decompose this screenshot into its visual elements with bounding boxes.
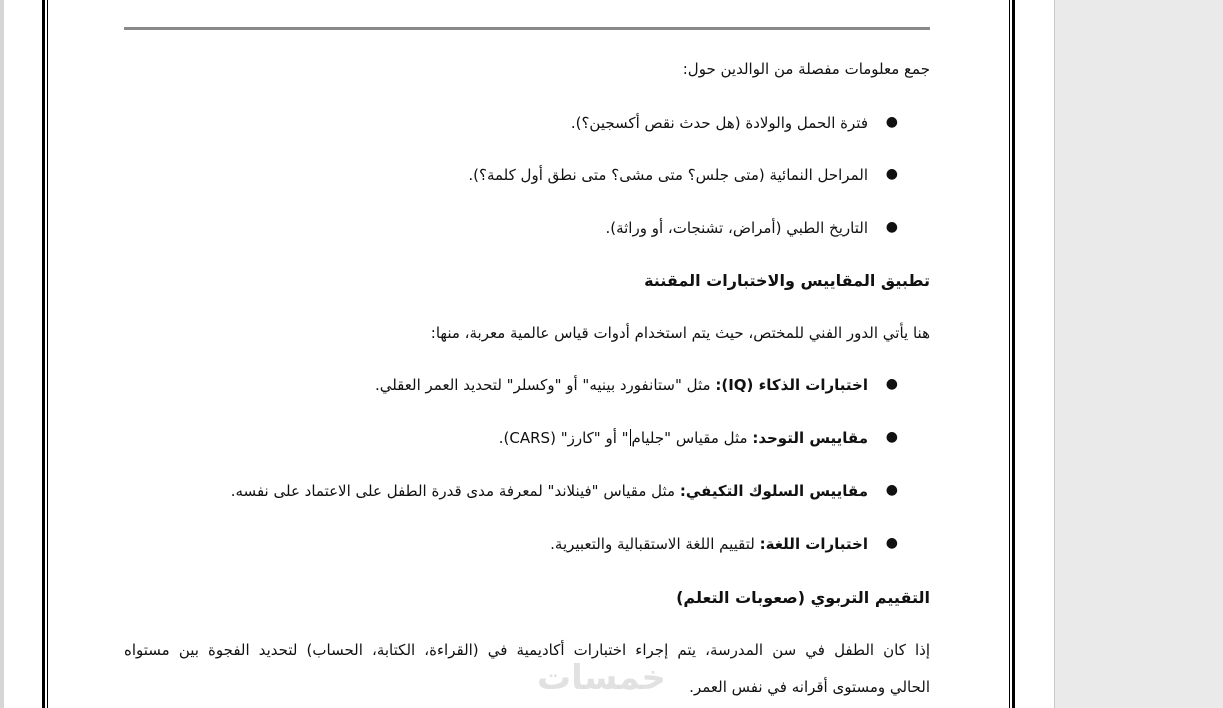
horizontal-rule xyxy=(124,27,930,30)
list-item-text: فترة الحمل والولادة (هل حدث نقص أكسجين؟). xyxy=(570,114,868,132)
page-border-left xyxy=(42,0,45,708)
list-item-text: المراحل النمائية (متى جلس؟ متى مشى؟ متى نطق أول كلمة؟). xyxy=(468,166,868,184)
list-item-text: التاريخ الطبي (أمراض، تشنجات، أو وراثة). xyxy=(605,219,868,237)
tests-intro-line[interactable]: هنا يأتي الدور الفني للمختص، حيث يتم استخدام أدوات قياس عالمية معربة، منها: xyxy=(430,324,930,342)
page-border-right xyxy=(1012,0,1015,708)
education-paragraph-line[interactable]: إذا كان الطفل في سن المدرسة، يتم إجراء اختبارات أكاديمية في (القراءة، الكتابة، الحساب) لتحديد الفجوة بين مستواه xyxy=(124,641,930,659)
intro-line[interactable]: جمع معلومات مفصلة من الوالدين حول: xyxy=(682,60,930,78)
text-cursor xyxy=(630,429,631,446)
section-heading-education[interactable]: التقييم التربوي (صعوبات التعلم) xyxy=(676,588,930,607)
page-border-left-inner xyxy=(47,0,48,708)
bullet-icon: ● xyxy=(885,429,898,445)
watermark-logo: خمسات xyxy=(537,658,666,698)
list-item-body-rest: " أو "كارز" (CARS). xyxy=(498,429,629,447)
list-item-text xyxy=(499,429,868,447)
bullet-icon: ● xyxy=(885,219,898,235)
bullet-icon: ● xyxy=(885,376,898,392)
page-border-right-inner xyxy=(1009,0,1010,708)
list-item-body: مثل مقياس "جليام xyxy=(631,429,753,447)
list-item-body: مثل مقياس "فينلاند" لمعرفة مدى قدرة الطفل على الاعتماد على نفسه. xyxy=(230,482,680,500)
list-item-body: لتقييم اللغة الاستقبالية والتعبيرية. xyxy=(550,535,760,553)
list-item-label: مقاييس التوحد: xyxy=(752,429,868,447)
bullet-icon: ● xyxy=(885,114,898,130)
list-item-text xyxy=(550,535,868,553)
list-item-text xyxy=(231,482,868,500)
bullet-icon: ● xyxy=(885,535,898,551)
list-item-label: اختبارات اللغة: xyxy=(759,535,868,553)
bullet-icon: ● xyxy=(885,166,898,182)
list-item-label: اختبارات الذكاء (IQ): xyxy=(715,376,868,394)
list-item-body: مثل "ستانفورد بينيه" أو "وكسلر" لتحديد العمر العقلي. xyxy=(374,376,716,394)
document-page[interactable] xyxy=(4,0,1055,708)
right-side-panel xyxy=(1055,0,1223,708)
section-heading-tests[interactable]: تطبيق المقاييس والاختبارات المقننة xyxy=(644,271,930,290)
education-paragraph-line[interactable]: الحالي ومستوى أقرانه في نفس العمر. xyxy=(689,678,930,696)
bullet-icon: ● xyxy=(885,482,898,498)
list-item-label: مقاييس السلوك التكيفي: xyxy=(679,482,868,500)
list-item-text xyxy=(375,376,868,394)
